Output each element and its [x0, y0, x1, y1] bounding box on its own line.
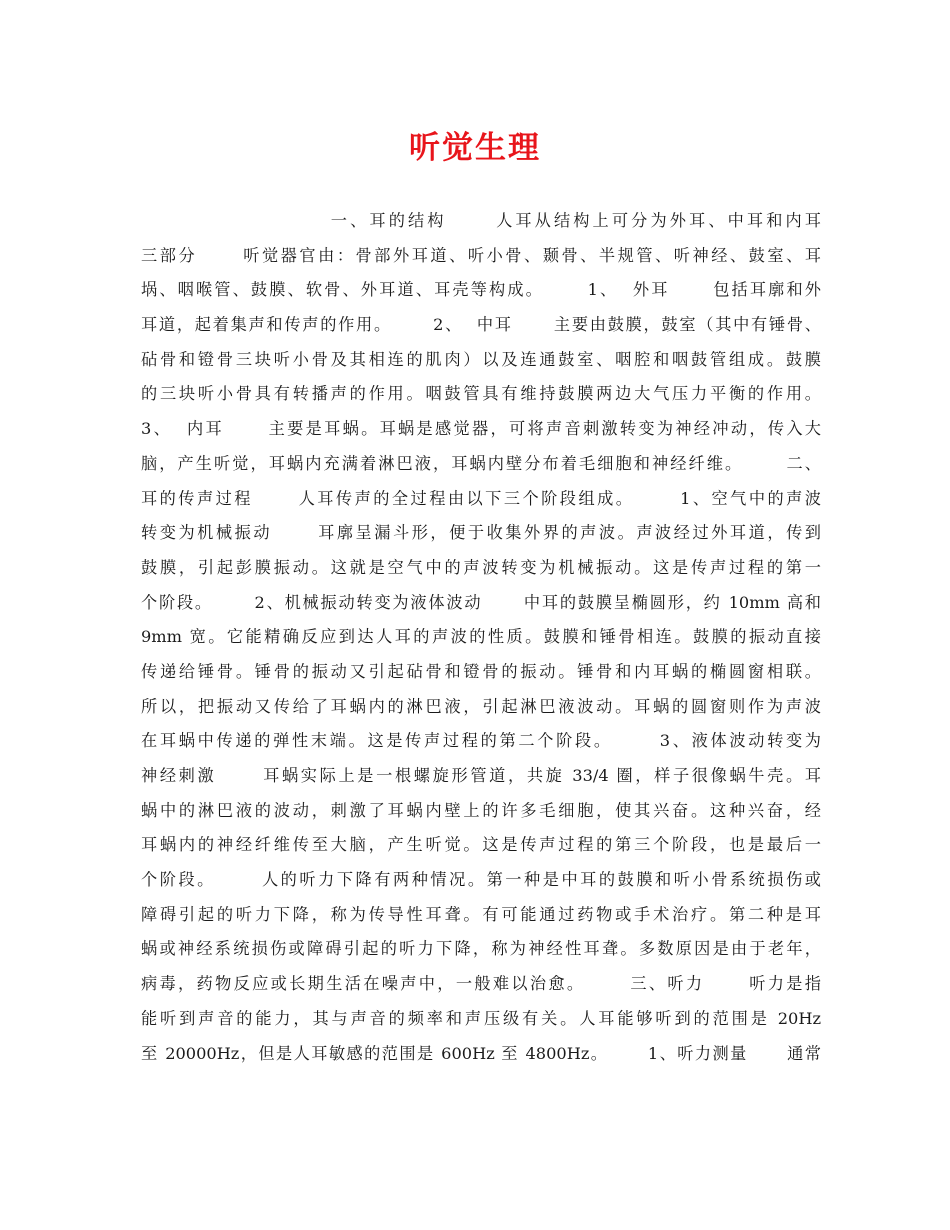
body-line: 至 20000Hz，但是人耳敏感的范围是 600Hz 至 4800Hz。 1、听力测量 通常 — [141, 1043, 821, 1063]
body-line: 个阶段。 2、机械振动转变为液体波动 中耳的鼓膜呈椭圆形，约 10mm 高和 — [141, 592, 821, 612]
body-line: 耳的传声过程 人耳传声的全过程由以下三个阶段组成。 1、空气中的声波 — [141, 488, 821, 508]
body-line: 障碍引起的听力下降，称为传导性耳聋。有可能通过药物或手术治疗。第二种是耳 — [141, 904, 821, 924]
body-line: 三部分 听觉器官由：骨部外耳道、听小骨、颞骨、半规管、听神经、鼓室、耳 — [141, 245, 821, 265]
body-line: 转变为机械振动 耳廓呈漏斗形，便于收集外界的声波。声波经过外耳道，传到 — [141, 523, 821, 543]
body-line: 砧骨和镫骨三块听小骨及其相连的肌肉）以及连通鼓室、咽腔和咽鼓管组成。鼓膜 — [141, 349, 821, 369]
body-line: 在耳蜗中传递的弹性末端。这是传声过程的第二个阶段。 3、液体波动转变为 — [141, 731, 821, 751]
body-line: 神经刺激 耳蜗实际上是一根螺旋形管道，共旋 33/4 圈，样子很像蜗牛壳。耳 — [141, 766, 821, 785]
body-line: 传递给锤骨。锤骨的振动又引起砧骨和镫骨的振动。锤骨和内耳蜗的椭圆窗相联。 — [141, 661, 821, 681]
body-line: 脑，产生听觉，耳蜗内充满着淋巴液，耳蜗内壁分布着毛细胞和神经纤维。 二、 — [141, 453, 821, 473]
body-line: 病毒，药物反应或长期生活在噪声中，一般难以治愈。 三、听力 听力是指 — [141, 974, 821, 994]
body-line: 埚、咽喉管、鼓膜、软骨、外耳道、耳壳等构成。 1、 外耳 包括耳廓和外 — [141, 280, 821, 300]
body-line: 个阶段。 人的听力下降有两种情况。第一种是中耳的鼓膜和听小骨系统损伤或 — [141, 870, 821, 890]
body-line: 的三块听小骨具有转播声的作用。咽鼓管具有维持鼓膜两边大气压力平衡的作用。 — [141, 384, 821, 404]
body-line: 能听到声音的能力，其与声音的频率和声压级有关。人耳能够听到的范围是 20Hz — [141, 1008, 821, 1028]
body-line: 耳道，起着集声和传声的作用。 2、 中耳 主要由鼓膜，鼓室（其中有锤骨、 — [141, 315, 821, 335]
body-line: 鼓膜，引起彭膜振动。这就是空气中的声波转变为机械振动。这是传声过程的第一 — [141, 557, 821, 577]
body-line: 9mm 宽。它能精确反应到达人耳的声波的性质。鼓膜和锤骨相连。鼓膜的振动直接 — [141, 627, 821, 647]
body-line: 一、耳的结构 人耳从结构上可分为外耳、中耳和内耳 — [141, 211, 821, 230]
document-title: 听觉生理 — [409, 130, 541, 166]
body-line: 蜗中的淋巴液的波动，刺激了耳蜗内壁上的许多毛细胞，使其兴奋。这种兴奋，经 — [141, 800, 821, 820]
body-line: 所以，把振动又传给了耳蜗内的淋巴液，引起淋巴液波动。耳蜗的圆窗则作为声波 — [141, 696, 821, 716]
document-body — [141, 204, 821, 1071]
body-line: 3、 内耳 主要是耳蜗。耳蜗是感觉器，可将声音刺激转变为神经冲动，传入大 — [141, 419, 821, 439]
body-line: 耳蜗内的神经纤维传至大脑，产生听觉。这是传声过程的第三个阶段，也是最后一 — [141, 835, 821, 855]
body-line: 蜗或神经系统损伤或障碍引起的听力下降，称为神经性耳聋。多数原因是由于老年， — [141, 939, 821, 959]
